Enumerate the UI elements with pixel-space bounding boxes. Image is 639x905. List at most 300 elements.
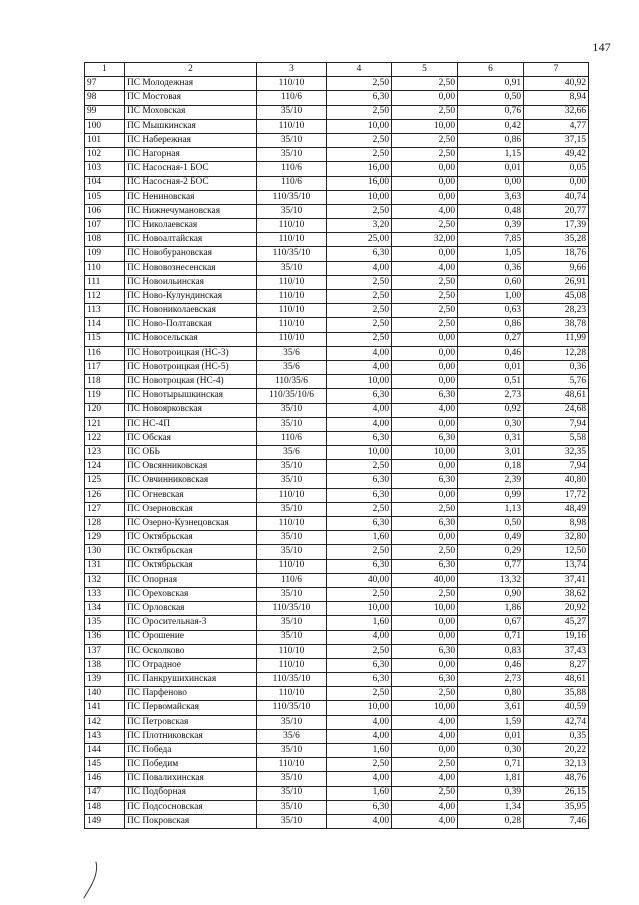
row-number: 149 (85, 814, 125, 828)
pen-mark (82, 860, 102, 900)
value-col-4: 2,50 (327, 687, 392, 701)
table-row (85, 800, 589, 814)
table-row (85, 119, 589, 133)
substation-name: ПС Овсянниковская (125, 460, 257, 474)
row-number: 141 (85, 701, 125, 715)
value-col-7: 7,46 (524, 814, 589, 828)
value-col-4: 2,50 (327, 77, 392, 91)
voltage-class: 110/10 (257, 559, 327, 573)
value-col-5: 0,00 (392, 658, 458, 672)
value-col-6: 0,39 (458, 219, 524, 233)
table-row (85, 190, 589, 204)
value-col-4: 2,50 (327, 332, 392, 346)
value-col-4: 1,60 (327, 531, 392, 545)
value-col-5: 0,00 (392, 616, 458, 630)
value-col-5: 0,00 (392, 460, 458, 474)
value-col-5: 6,30 (392, 474, 458, 488)
header-cell-5: 5 (392, 63, 458, 77)
voltage-class: 110/10 (257, 318, 327, 332)
voltage-class: 110/35/10 (257, 701, 327, 715)
substation-name: ПС НС-4П (125, 417, 257, 431)
row-number: 97 (85, 77, 125, 91)
substation-name: ПС Ореховская (125, 587, 257, 601)
voltage-class: 35/10 (257, 786, 327, 800)
substation-name: ПС Октябрьская (125, 545, 257, 559)
value-col-5: 2,50 (392, 133, 458, 147)
substation-name: ПС Насосная-1 БОС (125, 162, 257, 176)
value-col-5: 0,00 (392, 190, 458, 204)
value-col-4: 1,60 (327, 786, 392, 800)
value-col-4: 2,50 (327, 275, 392, 289)
row-number: 125 (85, 474, 125, 488)
value-col-7: 8,27 (524, 658, 589, 672)
value-col-6: 0,42 (458, 119, 524, 133)
value-col-4: 2,50 (327, 587, 392, 601)
header-cell-3: 3 (257, 63, 327, 77)
substation-name: ПС Обская (125, 431, 257, 445)
voltage-class: 110/6 (257, 431, 327, 445)
substation-name: ПС Ново-Полтавская (125, 318, 257, 332)
table-row (85, 502, 589, 516)
value-col-7: 28,23 (524, 304, 589, 318)
substation-name: ПС Нижнечумановская (125, 204, 257, 218)
value-col-7: 48,76 (524, 772, 589, 786)
value-col-7: 35,88 (524, 687, 589, 701)
value-col-7: 42,74 (524, 715, 589, 729)
table-row (85, 77, 589, 91)
value-col-5: 2,50 (392, 587, 458, 601)
value-col-6: 1,81 (458, 772, 524, 786)
value-col-4: 4,00 (327, 261, 392, 275)
value-col-5: 6,30 (392, 673, 458, 687)
value-col-4: 4,00 (327, 403, 392, 417)
table-row (85, 261, 589, 275)
voltage-class: 35/6 (257, 346, 327, 360)
voltage-class: 110/6 (257, 573, 327, 587)
row-number: 98 (85, 91, 125, 105)
value-col-6: 0,29 (458, 545, 524, 559)
table-row (85, 474, 589, 488)
value-col-7: 0,05 (524, 162, 589, 176)
row-number: 117 (85, 360, 125, 374)
table-row (85, 758, 589, 772)
voltage-class: 110/35/10 (257, 190, 327, 204)
value-col-6: 3,63 (458, 190, 524, 204)
value-col-6: 7,85 (458, 233, 524, 247)
value-col-5: 0,00 (392, 332, 458, 346)
value-col-7: 32,66 (524, 105, 589, 119)
value-col-4: 6,30 (327, 800, 392, 814)
value-col-5: 4,00 (392, 261, 458, 275)
value-col-4: 2,50 (327, 318, 392, 332)
row-number: 132 (85, 573, 125, 587)
value-col-4: 3,20 (327, 219, 392, 233)
row-number: 126 (85, 488, 125, 502)
value-col-5: 0,00 (392, 744, 458, 758)
table-row (85, 304, 589, 318)
substation-name: ПС Победа (125, 744, 257, 758)
substation-name: ПС Новосельская (125, 332, 257, 346)
row-number: 135 (85, 616, 125, 630)
value-col-5: 2,50 (392, 758, 458, 772)
value-col-5: 0,00 (392, 531, 458, 545)
table-row (85, 517, 589, 531)
value-col-6: 1,59 (458, 715, 524, 729)
row-number: 109 (85, 247, 125, 261)
value-col-6: 0,71 (458, 630, 524, 644)
row-number: 105 (85, 190, 125, 204)
voltage-class: 35/10 (257, 133, 327, 147)
value-col-5: 4,00 (392, 772, 458, 786)
value-col-6: 1,13 (458, 502, 524, 516)
value-col-6: 1,86 (458, 602, 524, 616)
value-col-5: 4,00 (392, 204, 458, 218)
value-col-4: 6,30 (327, 247, 392, 261)
table-row (85, 346, 589, 360)
row-number: 102 (85, 148, 125, 162)
value-col-4: 4,00 (327, 729, 392, 743)
substation-name: ПС Новониколаевская (125, 304, 257, 318)
value-col-5: 32,00 (392, 233, 458, 247)
value-col-4: 4,00 (327, 814, 392, 828)
row-number: 129 (85, 531, 125, 545)
value-col-7: 20,22 (524, 744, 589, 758)
value-col-6: 0,71 (458, 758, 524, 772)
value-col-7: 38,78 (524, 318, 589, 332)
value-col-4: 2,50 (327, 148, 392, 162)
table-row (85, 715, 589, 729)
substation-name: ПС Мышкинская (125, 119, 257, 133)
value-col-4: 1,60 (327, 616, 392, 630)
row-number: 120 (85, 403, 125, 417)
value-col-7: 13,74 (524, 559, 589, 573)
value-col-5: 10,00 (392, 119, 458, 133)
voltage-class: 35/10 (257, 502, 327, 516)
voltage-class: 35/10 (257, 772, 327, 786)
table-row (85, 162, 589, 176)
value-col-6: 0,46 (458, 658, 524, 672)
row-number: 103 (85, 162, 125, 176)
row-number: 116 (85, 346, 125, 360)
value-col-7: 26,91 (524, 275, 589, 289)
value-col-5: 2,50 (392, 148, 458, 162)
value-col-5: 10,00 (392, 701, 458, 715)
value-col-7: 26,15 (524, 786, 589, 800)
table-row (85, 488, 589, 502)
value-col-4: 6,30 (327, 658, 392, 672)
value-col-7: 48,61 (524, 389, 589, 403)
table-row (85, 587, 589, 601)
value-col-7: 8,98 (524, 517, 589, 531)
table-row (85, 729, 589, 743)
value-col-5: 2,50 (392, 545, 458, 559)
voltage-class: 110/10 (257, 290, 327, 304)
voltage-class: 110/10 (257, 304, 327, 318)
table-row (85, 375, 589, 389)
row-number: 115 (85, 332, 125, 346)
table-header (85, 63, 589, 77)
header-row (85, 63, 589, 77)
table-row (85, 360, 589, 374)
value-col-4: 4,00 (327, 630, 392, 644)
value-col-7: 35,28 (524, 233, 589, 247)
voltage-class: 110/10 (257, 275, 327, 289)
voltage-class: 110/10 (257, 658, 327, 672)
row-number: 121 (85, 417, 125, 431)
value-col-6: 3,61 (458, 701, 524, 715)
value-col-4: 4,00 (327, 346, 392, 360)
substation-name: ПС Новоярковская (125, 403, 257, 417)
value-col-4: 10,00 (327, 602, 392, 616)
voltage-class: 110/10 (257, 517, 327, 531)
value-col-6: 13,32 (458, 573, 524, 587)
value-col-4: 2,50 (327, 502, 392, 516)
value-col-5: 0,00 (392, 417, 458, 431)
voltage-class: 35/10 (257, 531, 327, 545)
row-number: 131 (85, 559, 125, 573)
voltage-class: 35/10 (257, 474, 327, 488)
row-number: 104 (85, 176, 125, 190)
value-col-6: 0,92 (458, 403, 524, 417)
value-col-5: 2,50 (392, 105, 458, 119)
table-row (85, 616, 589, 630)
table-row (85, 318, 589, 332)
value-col-6: 3,01 (458, 446, 524, 460)
value-col-6: 0,90 (458, 587, 524, 601)
voltage-class: 35/10 (257, 545, 327, 559)
value-col-6: 0,27 (458, 332, 524, 346)
value-col-6: 0,51 (458, 375, 524, 389)
value-col-4: 10,00 (327, 190, 392, 204)
value-col-4: 2,50 (327, 133, 392, 147)
value-col-7: 12,28 (524, 346, 589, 360)
value-col-4: 2,50 (327, 758, 392, 772)
substation-name: ПС Огневская (125, 488, 257, 502)
table-row (85, 460, 589, 474)
value-col-5: 6,30 (392, 389, 458, 403)
voltage-class: 35/10 (257, 630, 327, 644)
value-col-6: 0,60 (458, 275, 524, 289)
table-row (85, 545, 589, 559)
value-col-5: 6,30 (392, 559, 458, 573)
header-cell-7: 7 (524, 63, 589, 77)
substation-name: ПС Новоильинская (125, 275, 257, 289)
row-number: 108 (85, 233, 125, 247)
value-col-7: 17,72 (524, 488, 589, 502)
substation-name: ПС Октябрьская (125, 559, 257, 573)
table-row (85, 389, 589, 403)
page-number: 147 (592, 40, 611, 54)
value-col-7: 45,08 (524, 290, 589, 304)
value-col-4: 6,30 (327, 431, 392, 445)
value-col-5: 6,30 (392, 517, 458, 531)
value-col-5: 4,00 (392, 403, 458, 417)
voltage-class: 35/6 (257, 360, 327, 374)
table-row (85, 658, 589, 672)
substation-name: ПС Орловская (125, 602, 257, 616)
value-col-4: 2,50 (327, 460, 392, 474)
row-number: 124 (85, 460, 125, 474)
substation-name: ПС Опорная (125, 573, 257, 587)
value-col-4: 1,60 (327, 744, 392, 758)
value-col-7: 37,15 (524, 133, 589, 147)
value-col-5: 4,00 (392, 729, 458, 743)
substation-name: ПС Победим (125, 758, 257, 772)
value-col-5: 0,00 (392, 488, 458, 502)
value-col-6: 0,99 (458, 488, 524, 502)
substation-name: ПС ОБЬ (125, 446, 257, 460)
value-col-4: 10,00 (327, 701, 392, 715)
value-col-4: 2,50 (327, 105, 392, 119)
value-col-7: 49,42 (524, 148, 589, 162)
value-col-4: 2,50 (327, 304, 392, 318)
value-col-5: 0,00 (392, 346, 458, 360)
value-col-7: 37,41 (524, 573, 589, 587)
table-row (85, 219, 589, 233)
value-col-4: 4,00 (327, 417, 392, 431)
row-number: 113 (85, 304, 125, 318)
substation-name: ПС Новотроицкая (НС-3) (125, 346, 257, 360)
value-col-7: 40,59 (524, 701, 589, 715)
value-col-7: 40,92 (524, 77, 589, 91)
value-col-4: 4,00 (327, 360, 392, 374)
table-row (85, 630, 589, 644)
table-row (85, 559, 589, 573)
row-number: 134 (85, 602, 125, 616)
row-number: 128 (85, 517, 125, 531)
table-row (85, 446, 589, 460)
table-row (85, 105, 589, 119)
table-row (85, 148, 589, 162)
value-col-5: 0,00 (392, 176, 458, 190)
value-col-4: 10,00 (327, 446, 392, 460)
value-col-7: 5,76 (524, 375, 589, 389)
row-number: 122 (85, 431, 125, 445)
substation-name: ПС Озерно-Кузнецовская (125, 517, 257, 531)
value-col-7: 17,39 (524, 219, 589, 233)
value-col-7: 12,50 (524, 545, 589, 559)
value-col-5: 2,50 (392, 275, 458, 289)
voltage-class: 35/10 (257, 587, 327, 601)
value-col-4: 6,30 (327, 91, 392, 105)
value-col-5: 10,00 (392, 602, 458, 616)
substation-name: ПС Моховская (125, 105, 257, 119)
voltage-class: 110/35/10 (257, 247, 327, 261)
value-col-7: 45,27 (524, 616, 589, 630)
value-col-6: 1,00 (458, 290, 524, 304)
value-col-4: 10,00 (327, 375, 392, 389)
header-cell-2: 2 (125, 63, 257, 77)
value-col-6: 0,76 (458, 105, 524, 119)
table-row (85, 431, 589, 445)
value-col-6: 0,63 (458, 304, 524, 318)
voltage-class: 110/35/10 (257, 673, 327, 687)
substation-name: ПС Отрадное (125, 658, 257, 672)
table-row (85, 91, 589, 105)
value-col-6: 0,36 (458, 261, 524, 275)
value-col-7: 40,80 (524, 474, 589, 488)
table-row (85, 403, 589, 417)
substation-name: ПС Новобурановская (125, 247, 257, 261)
table-row (85, 133, 589, 147)
value-col-6: 0,28 (458, 814, 524, 828)
voltage-class: 110/10 (257, 119, 327, 133)
substation-name: ПС Первомайская (125, 701, 257, 715)
row-number: 133 (85, 587, 125, 601)
voltage-class: 110/35/10 (257, 602, 327, 616)
table-row (85, 233, 589, 247)
value-col-4: 10,00 (327, 119, 392, 133)
voltage-class: 110/10 (257, 219, 327, 233)
substation-name: ПС Оросительная-3 (125, 616, 257, 630)
table-row (85, 204, 589, 218)
voltage-class: 110/6 (257, 162, 327, 176)
substation-name: ПС Повалихинская (125, 772, 257, 786)
substation-name: ПС Новотырышкинская (125, 389, 257, 403)
row-number: 137 (85, 644, 125, 658)
row-number: 123 (85, 446, 125, 460)
voltage-class: 35/10 (257, 261, 327, 275)
substation-name: ПС Подсосновская (125, 800, 257, 814)
value-col-6: 0,86 (458, 318, 524, 332)
value-col-6: 2,39 (458, 474, 524, 488)
row-number: 127 (85, 502, 125, 516)
value-col-7: 9,66 (524, 261, 589, 275)
table-row (85, 814, 589, 828)
voltage-class: 35/10 (257, 744, 327, 758)
row-number: 114 (85, 318, 125, 332)
voltage-class: 35/10 (257, 403, 327, 417)
voltage-class: 35/10 (257, 417, 327, 431)
table-row (85, 786, 589, 800)
substation-name: ПС Парфеново (125, 687, 257, 701)
value-col-5: 2,50 (392, 786, 458, 800)
voltage-class: 110/6 (257, 176, 327, 190)
table-row (85, 744, 589, 758)
table-row (85, 247, 589, 261)
value-col-5: 40,00 (392, 573, 458, 587)
value-col-5: 0,00 (392, 360, 458, 374)
table-row (85, 644, 589, 658)
value-col-6: 0,01 (458, 729, 524, 743)
table-row (85, 772, 589, 786)
value-col-7: 7,94 (524, 417, 589, 431)
row-number: 146 (85, 772, 125, 786)
row-number: 99 (85, 105, 125, 119)
value-col-5: 0,00 (392, 162, 458, 176)
row-number: 118 (85, 375, 125, 389)
value-col-6: 0,50 (458, 517, 524, 531)
substation-name: ПС Молодежная (125, 77, 257, 91)
value-col-5: 2,50 (392, 687, 458, 701)
voltage-class: 35/6 (257, 729, 327, 743)
voltage-class: 110/10 (257, 233, 327, 247)
value-col-6: 0,91 (458, 77, 524, 91)
value-col-7: 38,62 (524, 587, 589, 601)
value-col-7: 0,35 (524, 729, 589, 743)
value-col-7: 37,43 (524, 644, 589, 658)
value-col-4: 6,30 (327, 559, 392, 573)
value-col-4: 16,00 (327, 162, 392, 176)
substation-name: ПС Нениновская (125, 190, 257, 204)
value-col-4: 6,30 (327, 673, 392, 687)
table-row (85, 701, 589, 715)
table-row (85, 176, 589, 190)
row-number: 107 (85, 219, 125, 233)
value-col-7: 7,94 (524, 460, 589, 474)
value-col-6: 0,18 (458, 460, 524, 474)
substation-name: ПС Набережная (125, 133, 257, 147)
